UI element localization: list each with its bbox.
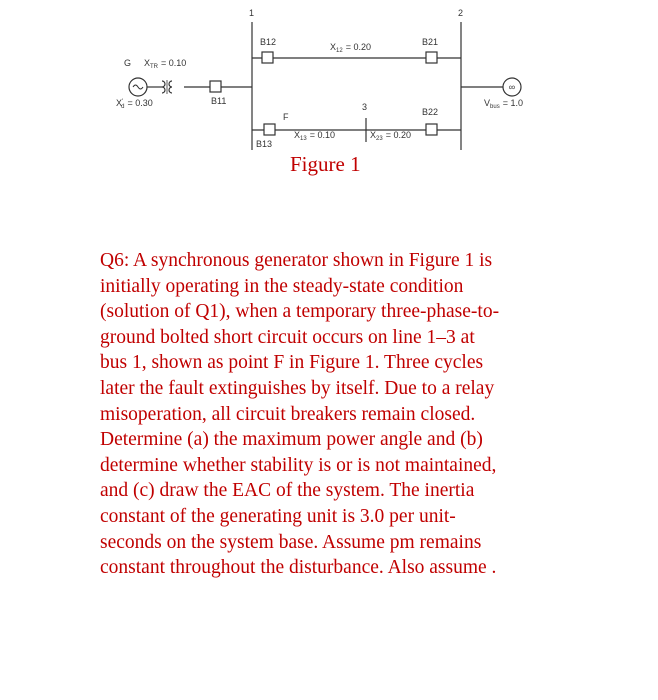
b22-label: B22: [422, 107, 439, 117]
b21-label: B21: [422, 37, 439, 47]
node-2-label: 2: [458, 8, 464, 18]
vbus-label: $V_{bus} = 1.0$: [484, 98, 523, 110]
b11-label: B11: [211, 96, 227, 106]
breaker-b21: [426, 52, 437, 63]
question-line: ground bolted short circuit occurs on line 1–3 at: [100, 326, 475, 348]
xtr-label: $X_{TR} = 0.10$: [144, 58, 187, 70]
node-3-label: 3: [362, 102, 368, 112]
x13-label: $X_{13} = 0.10$: [294, 130, 335, 142]
question-line: (solution of Q1), when a temporary three-phase-to-: [100, 301, 500, 323]
generator-label: G: [124, 58, 132, 68]
fault-label: F: [283, 112, 289, 122]
question-line: later the fault extinguishes by itself. Due to a relay: [100, 377, 495, 399]
question-line: bus 1, shown as point F in Figure 1. Three cycles: [100, 352, 484, 374]
question-line: seconds on the system base. Assume pm remains: [100, 531, 482, 553]
question-line: determine whether stability is or is not maintained,: [100, 454, 497, 476]
question-line: initially operating in the steady-state condition: [100, 275, 464, 297]
one-line-diagram: [0, 0, 658, 200]
b12-label: B12: [260, 37, 277, 47]
question-text: [100, 248, 570, 581]
question-line: misoperation, all circuit breakers remain closed.: [100, 403, 476, 425]
breaker-b12: [262, 52, 273, 63]
b13-label: B13: [256, 139, 273, 149]
question-line: constant of the generating unit is 3.0 per unit-: [100, 505, 456, 527]
figure-caption: Figure 1: [290, 152, 361, 176]
question-line: and (c) draw the EAC of the system. The inertia: [100, 480, 475, 502]
question-line: Q6: A synchronous generator shown in Figure 1 is: [100, 250, 493, 271]
infinite-symbol: ∞: [508, 82, 516, 92]
xd-label: X' d = 0.30: [116, 98, 153, 110]
x23-label: $X_{23} = 0.20$: [370, 130, 411, 142]
breaker-b22: [426, 124, 437, 135]
breaker-b13: [264, 124, 275, 135]
node-1-label: 1: [249, 8, 255, 18]
breaker-b11: [210, 81, 221, 92]
question-line: Determine (a) the maximum power angle and (b): [100, 429, 483, 451]
x12-label: $X_{12} = 0.20$: [330, 42, 371, 54]
question-line: constant throughout the disturbance. Also assume .: [100, 557, 497, 579]
